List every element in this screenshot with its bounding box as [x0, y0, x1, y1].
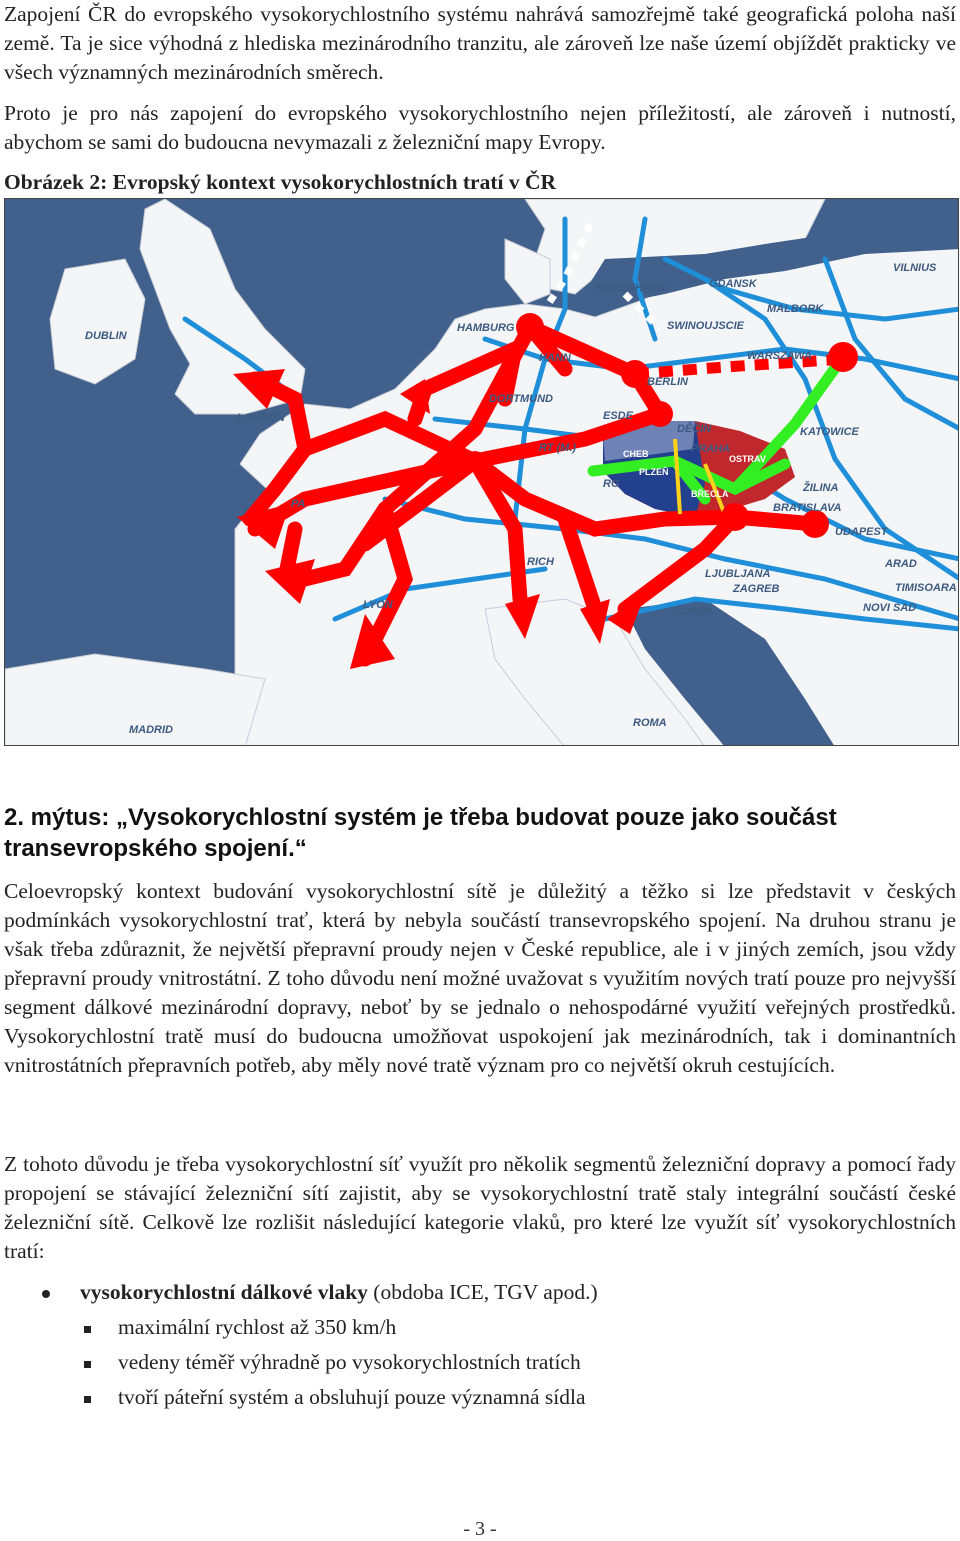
city-lyon: LYON: [363, 599, 393, 611]
city-arad: ARAD: [885, 558, 917, 570]
city-breclav: BŘECLA: [691, 489, 729, 499]
list-item-bold: vysokorychlostní dálkové vlaky: [80, 1280, 368, 1304]
city-katowice: KATOWICE: [800, 426, 859, 438]
bullet-square-icon: [84, 1326, 91, 1333]
city-zurich: RICH: [527, 556, 554, 568]
city-swinoujscie: SWINOUJSCIE: [667, 320, 745, 332]
city-budapest: UDAPEST: [835, 526, 888, 538]
city-dresden: ESDE: [603, 410, 633, 422]
paragraph-geography: Zapojení ČR do evropského vysokorychlostního systému nahrává samozřejmě také geografická poloha naší země. Ta je sice výhodná z hlediska mezinárodního tranzitu, ale zároveň lze naše území objíždět prakticky ve všech významných mezinárodních směrech.: [4, 2, 956, 84]
myth-heading: 2. mýtus: „Vysokorychlostní systém je třeba budovat pouze jako součást transevropského spojení.“: [4, 804, 837, 862]
city-paris: PA: [291, 498, 306, 510]
city-timisoara: TIMISOARA: [895, 582, 957, 594]
europe-hsr-map: [4, 198, 959, 746]
list-item-hsr-long-distance: [0, 1280, 960, 1310]
paragraph-context: Celoevropský kontext budování vysokorychlostní sítě je důležitý a těžko si lze představit v českých podmínkách vysokorychlostní trať, která by nebyla součástí transevropského spojení. Na druhou stranu je však třeba zdůraznit, že největší přepravní proudy nejen v České republice, ale i v jiných zemích, jsou vždy přepravní proudy vnitrostátní. Z toho důvodu není možné uvažovat s využitím nových tratí pouze pro nejvyšší segment dálkové mezinárodní dopravy, neboť by se jednalo o nehospodárné využití veřejných prostředků. Vysokorychlostní tratě musí do budoucna umožňovat uspokojení jak mezinárodních, tak i dominantních vnitrostátních přepravních potřeb, aby měly nové tratě význam pro co největší okruh cestujících.: [4, 879, 956, 1077]
sub-item-backbone: [0, 1385, 960, 1415]
city-cheb: CHEB: [623, 449, 649, 459]
city-hamburg: HAMBURG: [457, 322, 515, 334]
city-novisad: NOVI SAD: [863, 602, 917, 614]
city-malbork: MALBORK: [767, 303, 824, 315]
bullet-dot-icon: [42, 1290, 50, 1298]
sub-item-max-speed: [0, 1315, 960, 1345]
figure-caption: Obrázek 2: Evropský kontext vysokorychlostních tratí v ČR: [4, 170, 557, 194]
city-plzen: PLZEŇ: [639, 467, 669, 477]
bullet-square-icon: [84, 1361, 91, 1368]
paragraph-categories: Z tohoto důvodu je třeba vysokorychlostní síť využít pro několik segmentů železniční dopravy a pomocí řady propojení se stávající železniční sítí zajistit, aby se vysokorychlostní tratě staly integrální součástí české železniční sítě. Celkově lze rozlišit následující kategorie vlaků, pro které lze využít síť vysokorychlostních tratí:: [4, 1152, 956, 1263]
bullet-square-icon: [84, 1396, 91, 1403]
sub-item-text: tvoří páteřní systém a obsluhují pouze významná sídla: [118, 1385, 586, 1409]
city-koper: KOPER: [673, 606, 713, 618]
sub-item-text: vedeny téměř výhradně po vysokorychlostních tratích: [118, 1350, 581, 1374]
city-bratislava: BRATISLAVA: [773, 502, 842, 514]
city-ljubljana: LJUBLJANA: [705, 568, 771, 580]
city-london: LONDON: [237, 412, 285, 424]
city-hannover: HANN: [539, 352, 571, 364]
city-ostrava: OSTRAV: [729, 454, 766, 464]
city-zilina: ŽILINA: [803, 482, 839, 494]
city-dortmund: DORTMUND: [489, 393, 553, 405]
city-dublin: DUBLIN: [85, 330, 127, 342]
city-warszawa: WARSZAWA: [747, 350, 812, 362]
city-nurnberg: RG: [603, 478, 620, 490]
city-frankfurt: RT (M.): [539, 442, 577, 454]
sub-item-hsr-tracks: [0, 1350, 960, 1380]
city-berlin: BERLIN: [647, 376, 688, 388]
page-number: - 3 -: [463, 1518, 497, 1540]
city-roma: ROMA: [633, 717, 667, 729]
list-item-text: [80, 1280, 598, 1305]
city-madrid: MADRID: [129, 724, 173, 736]
paragraph-necessity: Proto je pro nás zapojení do evropského vysokorychlostního nejen příležitostí, ale zároveň i nutností, abychom se sami do budoucna nevymazali z železniční mapy Evropy.: [4, 101, 956, 154]
city-gdansk: GDANSK: [709, 278, 757, 290]
list-item-rest: (obdoba ICE, TGV apod.): [367, 1280, 598, 1304]
city-decin: DĚČIN: [677, 423, 712, 435]
city-praha: PRAHA: [691, 443, 731, 455]
sub-item-text: maximální rychlost až 350 km/h: [118, 1315, 397, 1339]
city-vilnius: VILNIUS: [893, 262, 937, 274]
map-svg: [5, 199, 959, 746]
city-zagreb: ZAGREB: [733, 583, 780, 595]
city-kobenhavn: KØBENHAVN: [595, 282, 666, 294]
